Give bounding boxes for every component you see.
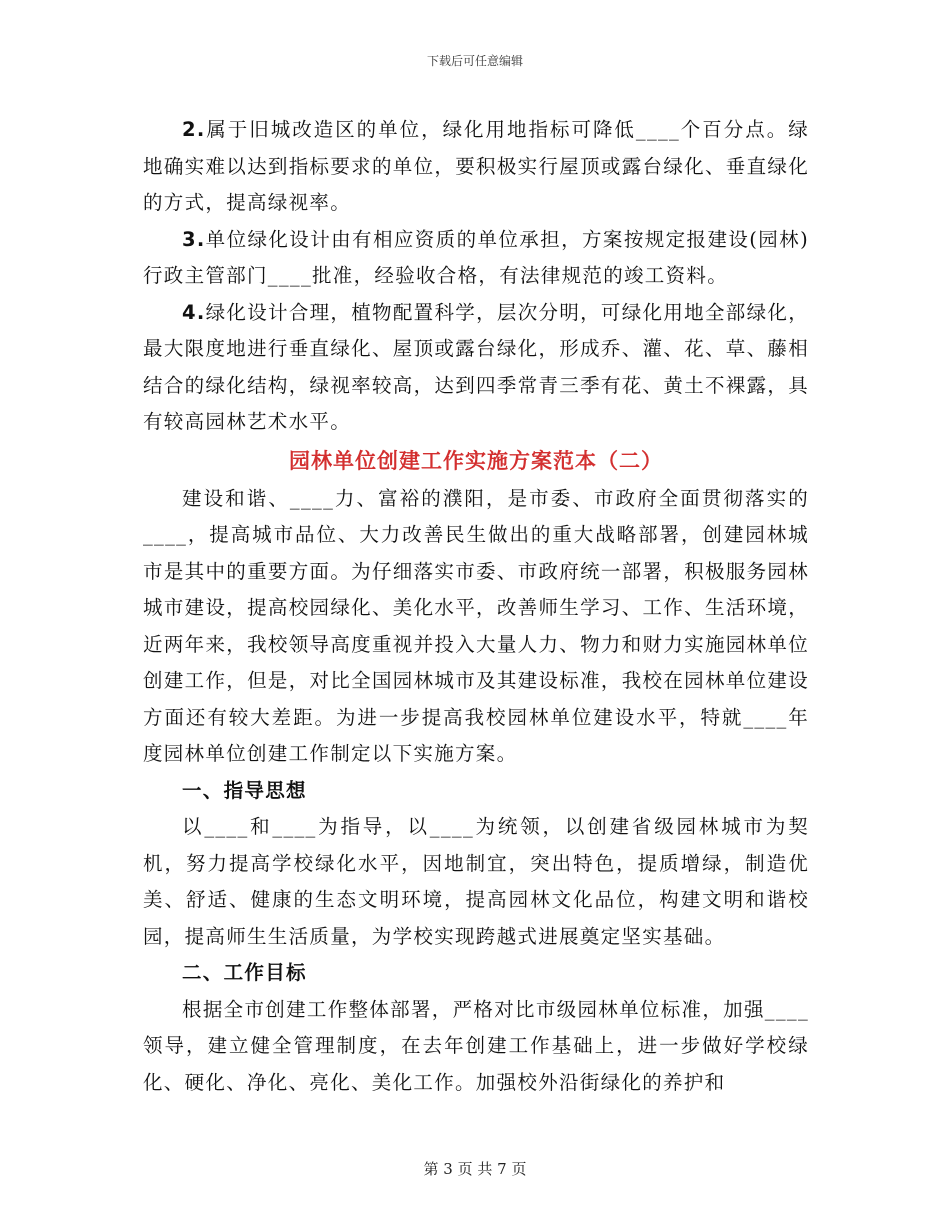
item-number: 4.	[182, 300, 206, 324]
item-number: 2.	[182, 118, 206, 141]
item-text: 绿化设计合理，植物配置科学，层次分明，可绿化用地全部绿化，最大限度地进行垂直绿化、屋顶或露台绿化，形成乔、灌、花、草、藤相结合的绿化结构，绿视率较高，达到四季常青三季有花、黄土不裸露，具有较高园林艺术水平。	[143, 300, 809, 433]
header-note: 下载后可任意编辑	[426, 54, 523, 68]
item-text: 属于旧城改造区的单位，绿化用地指标可降低____个百分点。绿地确实难以达到指标要求的单位，要积极实行屋顶或露台绿化、垂直绿化的方式，提高绿视率。	[143, 118, 809, 214]
intro-paragraph: 建设和谐、____力、富裕的濮阳，是市委、市政府全面贯彻落实的____，提高城市品位、大力改善民生做出的重大战略部署，创建园林城市是其中的重要方面。为仔细落实市委、市政府统一部署，积极服务园林城市建设，提高校园绿化、美化水平，改善师生学习、工作、生活环境，近两年来，我校领导高度重视并投入大量人力、物力和财力实施园林单位创建工作，但是，对比全国园林城市及其建设标准，我校在园林单位建设方面还有较大差距。为进一步提高我校园林单位建设水平，特就____年度园林单位创建工作制定以下实施方案。	[143, 486, 809, 765]
document-body	[143, 112, 809, 1101]
list-item	[143, 112, 809, 222]
heading-guiding-ideology: 一、指导思想	[182, 778, 307, 802]
work-goals-paragraph: 根据全市创建工作整体部署，严格对比市级园林单位标准，加强____领导，建立健全管理制度，在去年创建工作基础上，进一步做好学校绿化、硬化、净化、亮化、美化工作。加强校外沿街绿化的养护和	[143, 997, 809, 1094]
page-number: 第 3 页 共 7 页	[423, 1160, 527, 1178]
item-number: 3.	[182, 227, 206, 251]
list-item	[143, 295, 809, 441]
guiding-ideology-paragraph: 以____和____为指导，以____为统领，以创建省级园林城市为契机，努力提高学校绿化水平，因地制宜，突出特色，提质增绿，制造优美、舒适、健康的生态文明环境，提高园林文化品位，构建文明和谐校园，提高师生生活质量，为学校实现跨越式进展奠定坚实基础。	[143, 815, 809, 948]
heading-work-goals: 二、工作目标	[182, 961, 307, 984]
item-text: 单位绿化设计由有相应资质的单位承担，方案按规定报建设(园林)行政主管部门____批准，经验收合格，有法律规范的竣工资料。	[143, 227, 809, 287]
section-title: 园林单位创建工作实施方案范本（二）	[289, 447, 663, 473]
list-item	[143, 222, 809, 295]
